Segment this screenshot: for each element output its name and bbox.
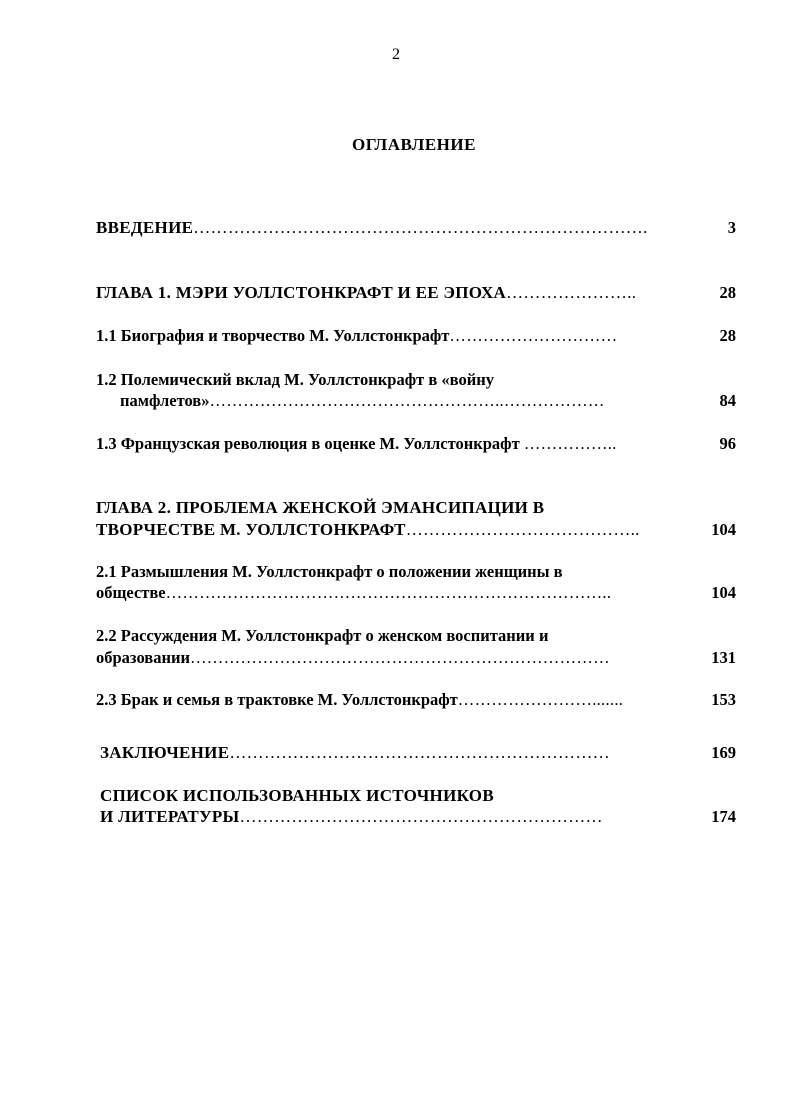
toc-leader-dots: ………………………………………………………………… bbox=[189, 648, 610, 667]
toc-leader-dots: ……………………………………………..……………… bbox=[209, 391, 605, 410]
toc-entry-section-2-2 bbox=[96, 647, 610, 669]
toc-entry-title: И ЛИТЕРАТУРЫ bbox=[100, 807, 240, 826]
toc-page-number: 28 bbox=[719, 326, 736, 345]
toc-entry-bibliography-line1 bbox=[100, 785, 494, 807]
toc-entry-chapter-2 bbox=[96, 519, 640, 541]
toc-entry-section-2-1-line1 bbox=[96, 561, 563, 583]
toc-entry-title-line1: 2.1 Размышления М. Уоллстонкрафт о положении женщины в bbox=[96, 562, 563, 581]
toc-page-number: 104 bbox=[711, 583, 736, 602]
toc-page-number: 3 bbox=[727, 218, 736, 237]
toc-page-number: 104 bbox=[711, 520, 736, 539]
toc-leader-dots: …………….. bbox=[523, 434, 617, 453]
toc-entry-section-1-2-line1 bbox=[96, 369, 494, 391]
toc-page-number: 174 bbox=[711, 807, 736, 826]
toc-page-number: 131 bbox=[711, 648, 736, 667]
toc-leader-dots: ………………………………………………………… bbox=[229, 743, 610, 762]
toc-entry-title: обществе bbox=[96, 583, 166, 602]
toc-entry-chapter-2-line1 bbox=[96, 497, 544, 519]
toc-entry-title: ТВОРЧЕСТВЕ М. УОЛЛСТОНКРАФТ bbox=[96, 520, 406, 539]
toc-page-number: 96 bbox=[719, 434, 736, 453]
toc-entry-title: 2.3 Брак и семья в трактовке М. Уоллстонкрафт bbox=[96, 690, 458, 709]
toc-entry-title: ЗАКЛЮЧЕНИЕ bbox=[100, 743, 230, 762]
toc-entry-title: памфлетов» bbox=[120, 391, 210, 410]
toc-entry-title: ГЛАВА 1. МЭРИ УОЛЛСТОНКРАФТ И ЕЕ ЭПОХА bbox=[96, 283, 507, 302]
toc-entry-title-line1: ГЛАВА 2. ПРОБЛЕМА ЖЕНСКОЙ ЭМАНСИПАЦИИ В bbox=[96, 498, 545, 517]
toc-page-number: 28 bbox=[719, 283, 736, 302]
toc-page-number: 169 bbox=[711, 743, 736, 762]
page-title: ОГЛАВЛЕНИЕ bbox=[352, 135, 476, 154]
toc-leader-dots: ……………………………………………………………………. bbox=[193, 218, 648, 237]
toc-entry-chapter-1 bbox=[96, 282, 636, 304]
toc-leader-dots: ………………………… bbox=[449, 326, 618, 345]
toc-page-number: 153 bbox=[711, 690, 736, 709]
toc-entry-title-line1: СПИСОК ИСПОЛЬЗОВАННЫХ ИСТОЧНИКОВ bbox=[100, 786, 494, 805]
toc-leader-dots: …………………………………………………………………….. bbox=[165, 583, 612, 602]
toc-entry-section-2-2-line1 bbox=[96, 625, 548, 647]
toc-entry-title: 1.1 Биография и творчество М. Уоллстонкрафт bbox=[96, 326, 450, 345]
toc-leader-dots: ……………………....... bbox=[457, 690, 624, 709]
toc-entry-title: образовании bbox=[96, 648, 190, 667]
page-number: 2 bbox=[392, 46, 400, 63]
toc-leader-dots: ……………………………………………………… bbox=[239, 807, 603, 826]
toc-leader-dots: ………………….. bbox=[506, 283, 637, 302]
toc-entry-introduction bbox=[96, 217, 648, 239]
toc-entry-title-line1: 2.2 Рассуждения М. Уоллстонкрафт о женском воспитании и bbox=[96, 626, 549, 645]
toc-entry-section-1-2 bbox=[120, 390, 605, 412]
toc-page-number: 84 bbox=[719, 391, 736, 410]
toc-entry-bibliography bbox=[100, 806, 603, 828]
toc-entry-section-1-3 bbox=[96, 433, 617, 455]
toc-entry-section-1-1 bbox=[96, 325, 617, 347]
toc-leader-dots: ………………………………….. bbox=[405, 520, 640, 539]
toc-entry-title: 1.3 Французская революция в оценке М. Уоллстонкрафт bbox=[96, 434, 524, 453]
toc-entry-conclusion bbox=[100, 742, 610, 764]
toc-entry-title: ВВЕДЕНИЕ bbox=[96, 218, 194, 237]
toc-entry-section-2-1 bbox=[96, 582, 611, 604]
toc-entry-section-2-3 bbox=[96, 689, 623, 711]
toc-entry-title-line1: 1.2 Полемический вклад М. Уоллстонкрафт в «войну bbox=[96, 370, 494, 389]
